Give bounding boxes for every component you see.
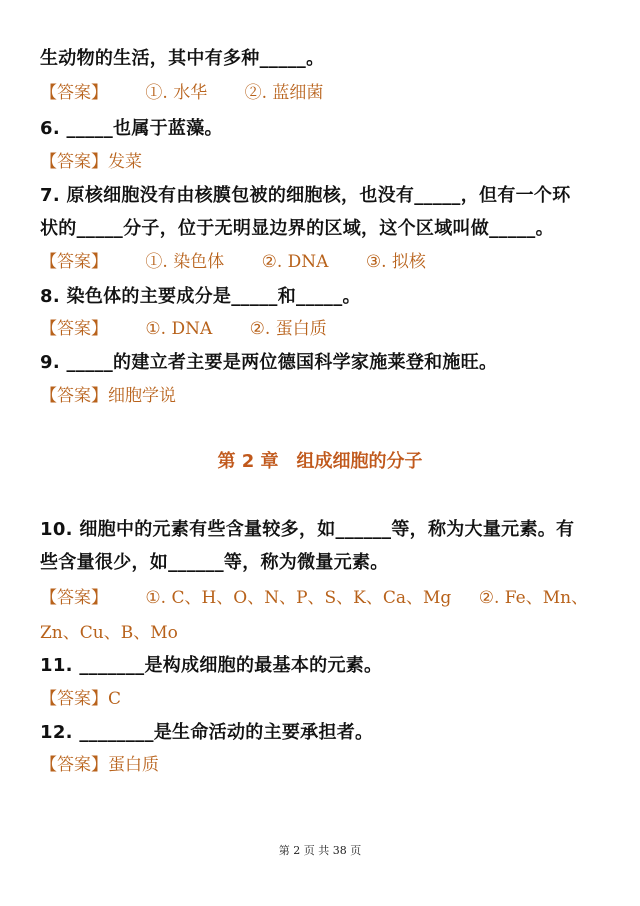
answer-10 [40, 583, 588, 608]
answer-8 [40, 314, 327, 339]
answer-part: ①. 水华 [145, 83, 208, 103]
question-12: 12. ________是生命活动的主要承担者。 [40, 722, 374, 743]
page-footer: 第 2 页 共 38 页 [278, 844, 362, 857]
chapter-title [0, 447, 640, 473]
answer-part: ②. Fe、Mn、 [478, 588, 589, 608]
answer-part: ①. DNA [145, 319, 213, 339]
answer-tag: 【答案】 [40, 252, 108, 272]
answer-10-continued: Zn、Cu、B、Mo [40, 623, 178, 643]
question-7-line2: 状的_____分子，位于无明显边界的区域，这个区域叫做_____。 [40, 218, 554, 239]
answer-line [40, 78, 323, 103]
answer-part: ②. 蓝细菌 [244, 83, 324, 103]
answer-tag: 【答案】 [40, 83, 108, 103]
question-9: 9. _____的建立者主要是两位德国科学家施莱登和施旺。 [40, 352, 498, 373]
question-6: 6. _____也属于蓝藻。 [40, 118, 223, 139]
question-10-line1: 10. 细胞中的元素有些含量较多，如______等，称为大量元素。有 [40, 519, 575, 540]
answer-part: ③. 拟核 [365, 252, 426, 272]
chapter-name: 组成细胞的分子 [296, 451, 423, 472]
chapter-number: 第 2 章 [217, 451, 279, 472]
answer-9: 【答案】细胞学说 [40, 386, 176, 406]
answer-part: ②. DNA [261, 252, 329, 272]
question-7-line1: 7. 原核细胞没有由核膜包被的细胞核，也没有_____，但有一个环 [40, 185, 571, 206]
answer-tag: 【答案】 [40, 319, 108, 339]
answer-tag: 【答案】 [40, 588, 108, 608]
answer-7 [40, 247, 426, 272]
question-text: 生动物的生活，其中有多种_____。 [40, 48, 325, 69]
answer-part: ①. C、H、O、N、P、S、K、Ca、Mg [145, 588, 452, 608]
question-10-line2: 些含量很少，如______等，称为微量元素。 [40, 552, 389, 573]
answer-12: 【答案】蛋白质 [40, 755, 159, 775]
answer-part: ①. 染色体 [145, 252, 225, 272]
question-11: 11. _______是构成细胞的最基本的元素。 [40, 655, 383, 676]
answer-6: 【答案】发菜 [40, 152, 142, 172]
answer-11: 【答案】C [40, 689, 122, 709]
question-8: 8. 染色体的主要成分是_____和_____。 [40, 286, 361, 307]
answer-part: ②. 蛋白质 [249, 319, 327, 339]
